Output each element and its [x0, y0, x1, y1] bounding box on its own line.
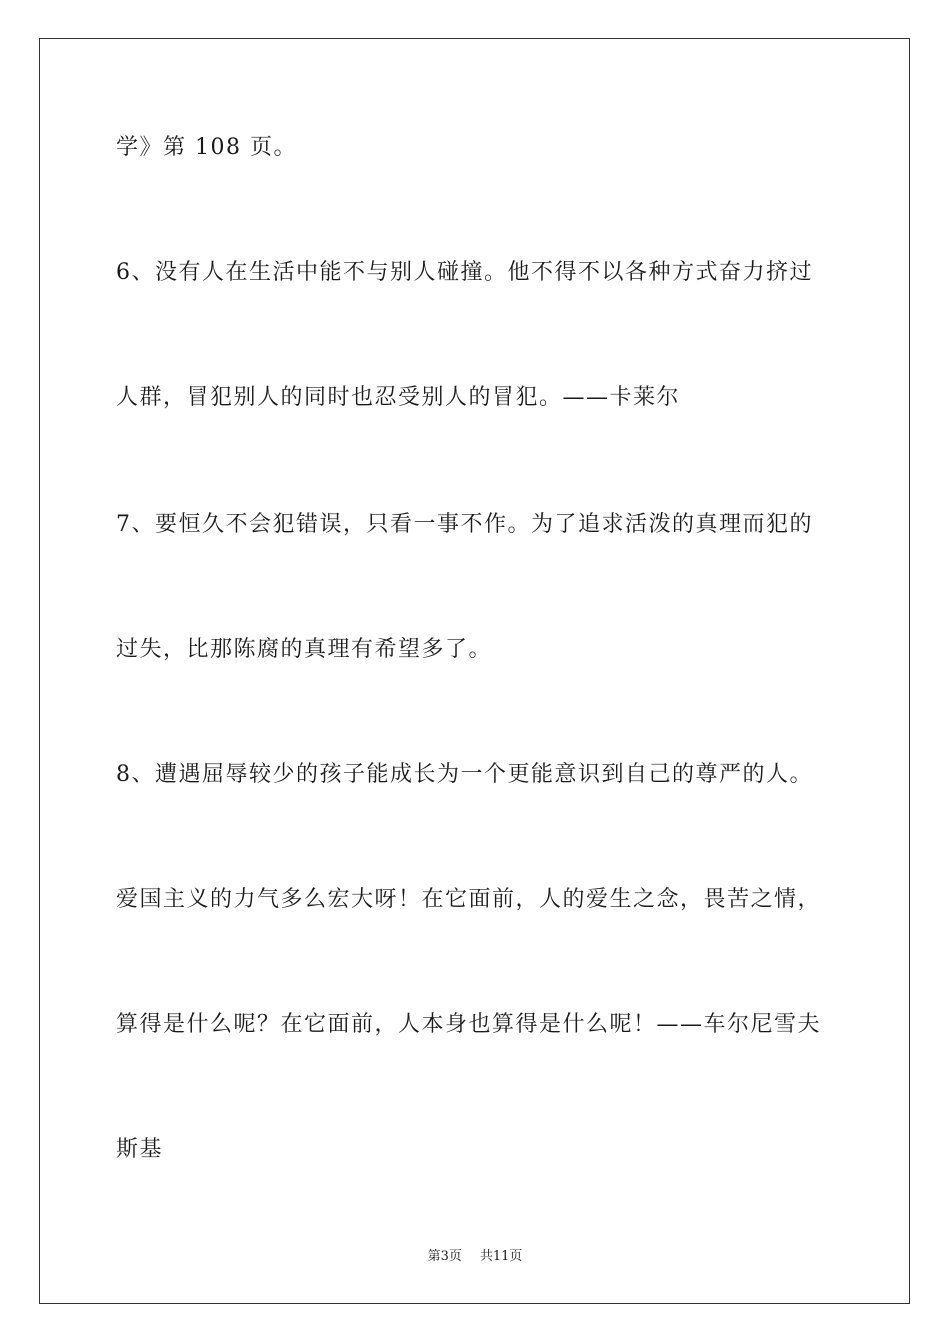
text-line-6: 8、遭遇屈辱较少的孩子能成长为一个更能意识到自己的尊严的人。: [116, 762, 813, 787]
text-line-5: 过失，比那陈腐的真理有希望多了。: [116, 637, 493, 662]
page-footer: [0, 1248, 950, 1266]
text-line-9: 斯基: [116, 1137, 164, 1162]
text-line-1: 学》第 108 页。: [116, 135, 297, 160]
text-line-2: 6、没有人在生活中能不与别人碰撞。他不得不以各种方式奋力挤过: [116, 260, 813, 285]
text-line-3: 人群，冒犯别人的同时也忍受别人的冒犯。——卡莱尔: [116, 385, 681, 410]
page-total: 共11页: [479, 1249, 523, 1264]
page-border: [39, 38, 910, 1304]
text-line-7: 爱国主义的力气多么宏大呀！在它面前，人的爱生之念，畏苦之情，: [116, 887, 822, 912]
text-line-8: 算得是什么呢？在它面前，人本身也算得是什么呢！——车尔尼雪夫: [116, 1012, 822, 1037]
text-line-4: 7、要恒久不会犯错误，只看一事不作。为了追求活泼的真理而犯的: [116, 512, 813, 537]
page-number: 第3页: [427, 1249, 462, 1264]
